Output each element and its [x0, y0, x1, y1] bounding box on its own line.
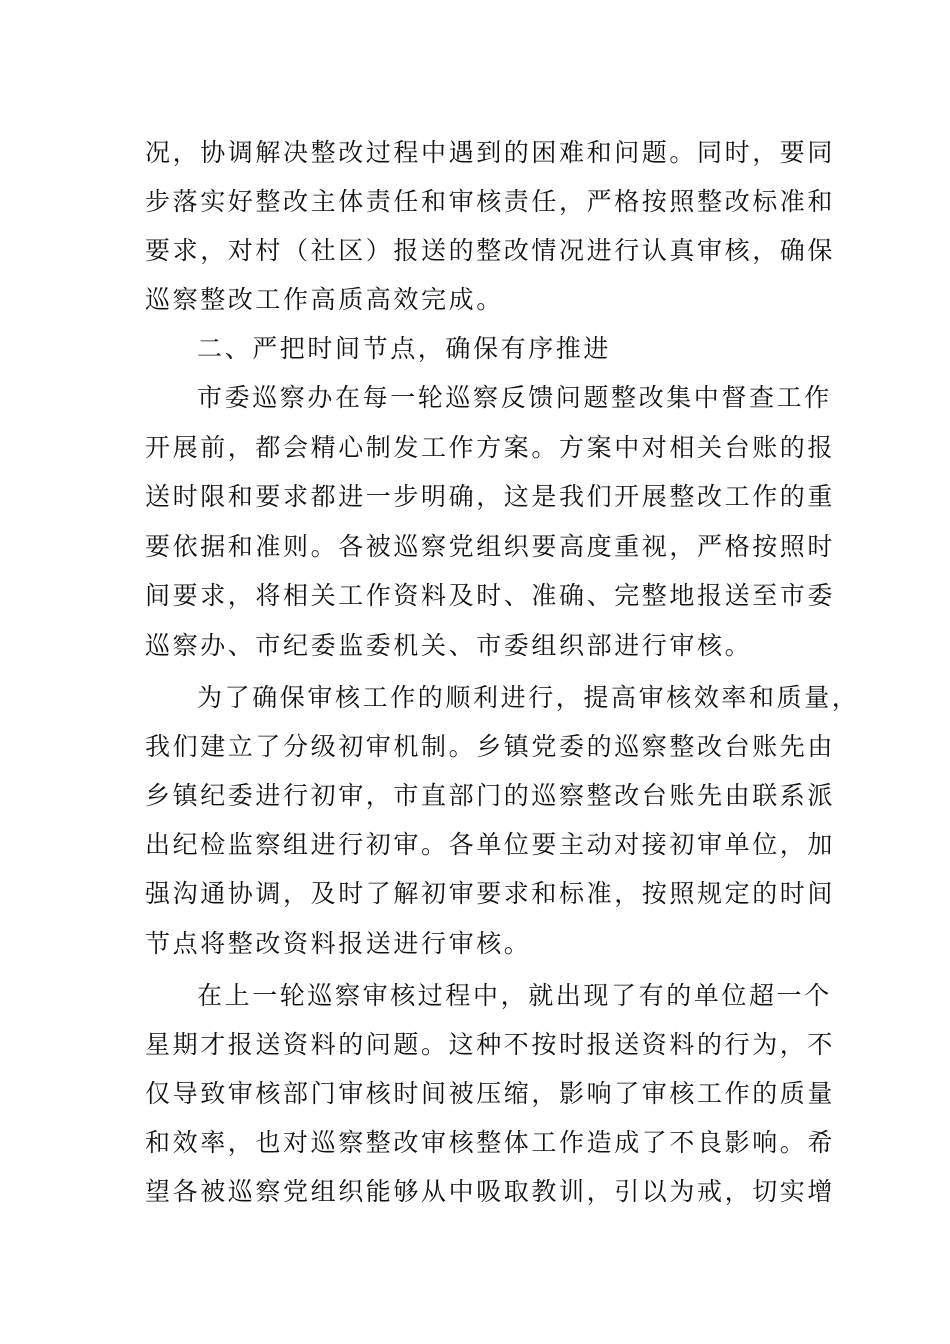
text-line: 星期才报送资料的问题。这种不按时报送资料的行为，不	[145, 1030, 836, 1059]
text-line: 况，协调解决整改过程中遇到的困难和问题。同时，要同	[145, 138, 836, 167]
paragraph-start-line: 在上一轮巡察审核过程中，就出现了有的单位超一个	[197, 981, 832, 1010]
text-line: 节点将整改资料报送进行审核。	[145, 929, 532, 958]
text-line: 乡镇纪委进行初审，市直部门的巡察整改台账先由联系派	[145, 781, 836, 810]
text-line: 要依据和准则。各被巡察党组织要高度重视，严格按照时	[145, 532, 836, 561]
text-line: 步落实好整改主体责任和审核责任，严格按照整改标准和	[145, 187, 836, 216]
text-line: 巡察整改工作高质高效完成。	[145, 285, 504, 314]
text-line: 间要求，将相关工作资料及时、准确、完整地报送至市委	[145, 581, 836, 610]
text-line: 巡察办、市纪委监委机关、市委组织部进行审核。	[145, 631, 753, 660]
text-line: 仅导致审核部门审核时间被压缩，影响了审核工作的质量	[145, 1079, 836, 1108]
text-line: 我们建立了分级初审机制。乡镇党委的巡察整改台账先由	[145, 732, 836, 761]
text-line: 出纪检监察组进行初审。各单位要主动对接初审单位，加	[145, 830, 836, 859]
text-line: 开展前，都会精心制发工作方案。方案中对相关台账的报	[145, 433, 836, 462]
text-line: 和效率，也对巡察整改审核整体工作造成了不良影响。希	[145, 1128, 836, 1157]
text-line: 要求，对村（社区）报送的整改情况进行认真审核，确保	[145, 236, 836, 265]
text-line: 望各被巡察党组织能够从中吸取教训，引以为戒，切实增	[145, 1177, 836, 1206]
paragraph-start-line: 为了确保审核工作的顺利进行，提高审核效率和质量，	[197, 683, 860, 712]
paragraph-start-line: 市委巡察办在每一轮巡察反馈问题整改集中督查工作	[197, 383, 832, 412]
text-line: 强沟通协调，及时了解初审要求和标准，按照规定的时间	[145, 879, 836, 908]
section-heading: 二、严把时间节点，确保有序推进	[197, 334, 612, 363]
text-line: 送时限和要求都进一步明确，这是我们开展整改工作的重	[145, 482, 836, 511]
